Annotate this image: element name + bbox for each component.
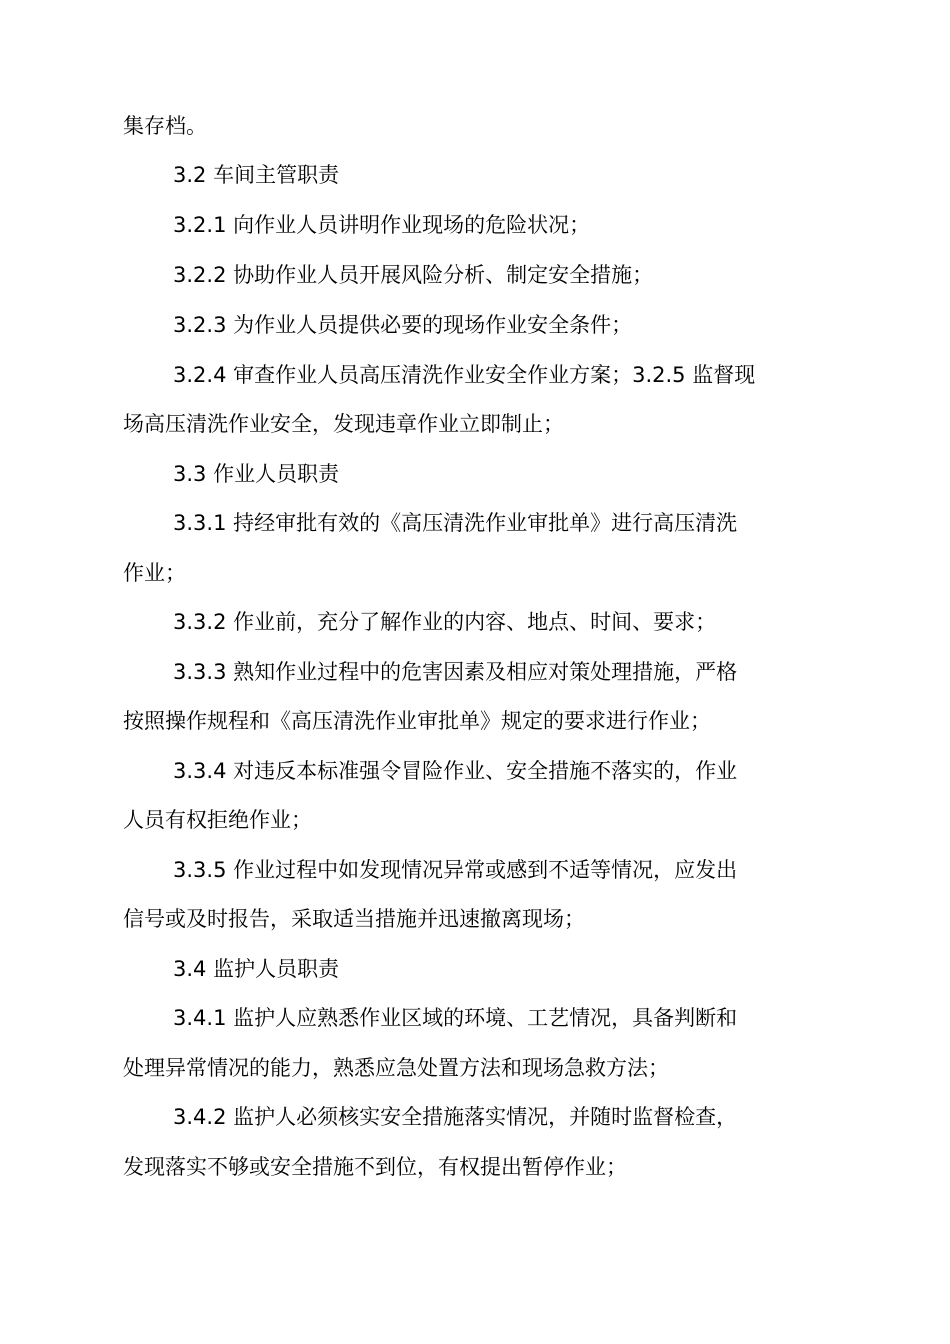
paragraph-3-3-4: 3.3.4 对违反本标准强令冒险作业、安全措施不落实的，作业	[173, 759, 738, 783]
section-heading-3-4: 3.4 监护人员职责	[173, 957, 340, 981]
paragraph-3-4-2: 3.4.2 监护人必须核实安全措施落实情况，并随时监督检查，	[173, 1105, 738, 1129]
paragraph-3-3-2: 3.3.2 作业前，充分了解作业的内容、地点、时间、要求；	[173, 610, 717, 634]
paragraph-3-4-2-continuation: 发现落实不够或安全措施不到位，有权提出暂停作业；	[123, 1155, 627, 1179]
paragraph-3-4-1: 3.4.1 监护人应熟悉作业区域的环境、工艺情况，具备判断和	[173, 1006, 738, 1030]
paragraph-3-3-5: 3.3.5 作业过程中如发现情况异常或感到不适等情况，应发出	[173, 858, 738, 882]
paragraph-3-2-4: 3.2.4 审查作业人员高压清洗作业安全作业方案；3.2.5 监督现	[173, 363, 756, 387]
section-heading-3-2: 3.2 车间主管职责	[173, 163, 340, 187]
paragraph-3-3-4-continuation: 人员有权拒绝作业；	[123, 808, 312, 832]
paragraph-3-3-1: 3.3.1 持经审批有效的《高压清洗作业审批单》进行高压清洗	[173, 511, 738, 535]
paragraph-3-2-5-continuation: 场高压清洗作业安全，发现违章作业立即制止；	[123, 412, 564, 436]
paragraph-3-4-1-continuation: 处理异常情况的能力，熟悉应急处置方法和现场急救方法；	[123, 1056, 669, 1080]
text-line-continuation: 集存档。	[123, 114, 207, 138]
paragraph-3-3-3: 3.3.3 熟知作业过程中的危害因素及相应对策处理措施，严格	[173, 660, 738, 684]
paragraph-3-3-3-continuation: 按照操作规程和《高压清洗作业审批单》规定的要求进行作业；	[123, 709, 711, 733]
paragraph-3-3-1-continuation: 作业；	[123, 561, 186, 585]
section-heading-3-3: 3.3 作业人员职责	[173, 462, 340, 486]
paragraph-3-2-2: 3.2.2 协助作业人员开展风险分析、制定安全措施；	[173, 263, 654, 287]
paragraph-3-3-5-continuation: 信号或及时报告，采取适当措施并迅速撤离现场；	[123, 907, 585, 931]
paragraph-3-2-3: 3.2.3 为作业人员提供必要的现场作业安全条件；	[173, 313, 633, 337]
paragraph-3-2-1: 3.2.1 向作业人员讲明作业现场的危险状况；	[173, 213, 591, 237]
